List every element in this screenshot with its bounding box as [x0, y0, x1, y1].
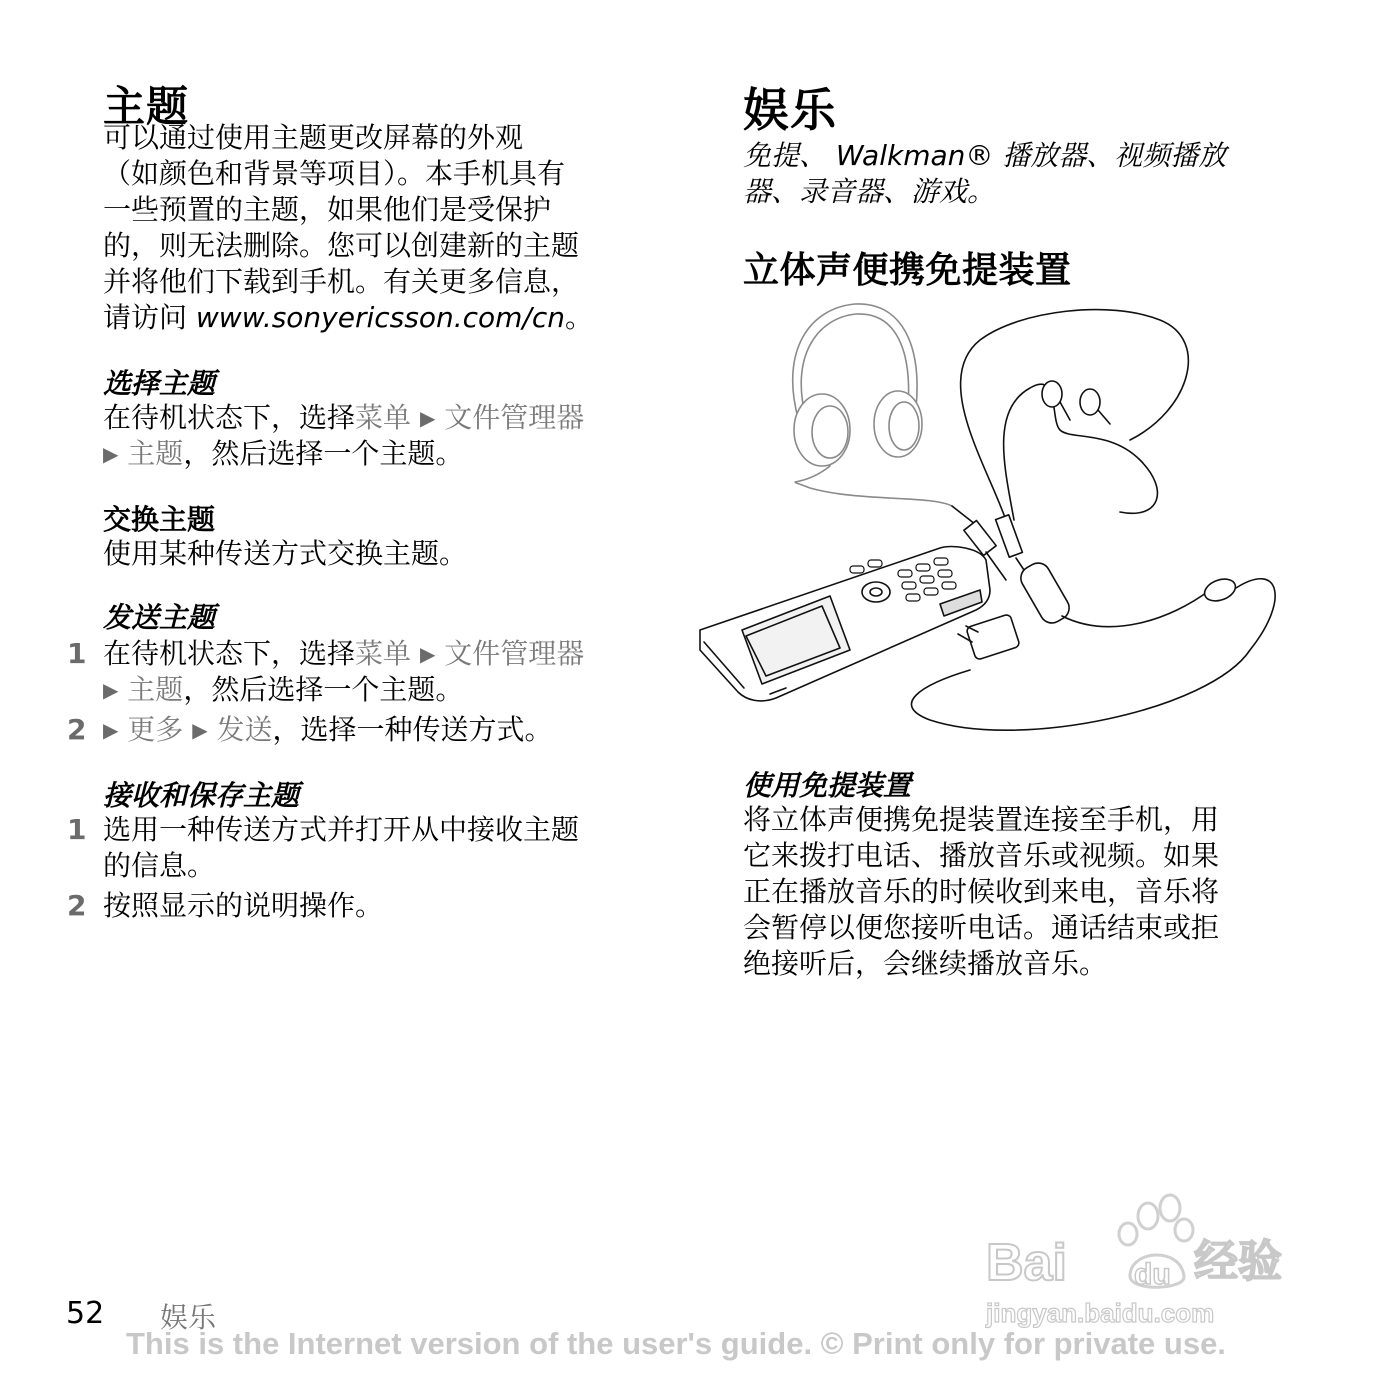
file-manager-label: 文件管理器 — [444, 637, 585, 670]
step-number: 2 — [67, 889, 87, 922]
entertainment-heading: 娱乐 — [743, 83, 837, 137]
arrow-right-icon: ▶ — [103, 678, 119, 702]
theme-label: 主题 — [127, 673, 184, 706]
arrow-right-icon: ▶ — [103, 442, 119, 466]
use-line-4: 会暂停以便您接听电话。通话结束或拒 — [743, 911, 1220, 944]
entertainment-subtitle-line-2: 器、录音器、游戏。 — [743, 175, 996, 208]
arrow-right-icon: ▶ — [419, 642, 436, 666]
theme-paragraph-line-5: 并将他们下载到手机。有关更多信息， — [103, 265, 580, 298]
sonyericsson-link[interactable]: www.sonyericsson.com/cn — [195, 301, 565, 334]
exchange-theme-heading: 交换主题 — [103, 503, 216, 536]
visit-prefix: 请访问 — [103, 301, 196, 334]
step-number: 1 — [67, 813, 87, 846]
handsfree-heading: 立体声便携免提装置 — [743, 250, 1072, 291]
theme-paragraph-line-2: （如颜色和背景等项目）。本手机具有 — [103, 157, 566, 190]
use-handsfree-heading: 使用免提装置 — [743, 769, 912, 802]
baidu-watermark — [980, 1180, 1310, 1340]
visit-suffix: 。 — [565, 301, 594, 334]
use-line-5: 绝接听后，会继续播放音乐。 — [743, 947, 1108, 980]
step-number: 2 — [67, 713, 87, 746]
use-line-1: 将立体声便携免提装置连接至手机，用 — [743, 803, 1220, 836]
svg-text:经验: 经验 — [1194, 1236, 1282, 1287]
use-line-2: 它来拨打电话、播放音乐或视频。如果 — [743, 839, 1220, 872]
select-theme-line-2: ▶ 主题，然后选择一个主题。 — [103, 437, 464, 470]
menu-label: 菜单 — [355, 637, 412, 670]
menu-label: 菜单 — [355, 401, 412, 434]
arrow-right-icon: ▶ — [419, 406, 436, 430]
internet-version-notice: This is the Internet version of the user's guide. © Print only for private use. — [126, 1326, 1226, 1361]
theme-heading: 主题 — [103, 82, 190, 131]
send-step-1-line-1: 1 在待机状态下，选择菜单 ▶ 文件管理器 — [67, 637, 585, 670]
svg-text:Bai: Bai — [986, 1234, 1067, 1292]
select-theme-heading: 选择主题 — [103, 367, 216, 400]
receive-theme-heading: 接收和保存主题 — [103, 779, 300, 812]
more-label: 更多 — [127, 713, 184, 746]
select-theme-line-1: 在待机状态下，选择菜单 ▶ 文件管理器 — [103, 401, 585, 434]
connector-plug-icon — [958, 614, 1020, 661]
send-theme-heading: 发送主题 — [103, 601, 216, 634]
send-step-1-line-2: ▶ 主题，然后选择一个主题。 — [103, 673, 464, 706]
theme-label: 主题 — [127, 437, 184, 470]
receive-step-1-line-2: 的信息。 — [103, 849, 216, 882]
page-number: 52 — [66, 1296, 105, 1331]
page-section-label: 娱乐 — [160, 1301, 217, 1334]
send-step-2: 2 ▶ 更多 ▶ 发送，选择一种传送方式。 — [67, 713, 553, 746]
file-manager-label: 文件管理器 — [444, 401, 585, 434]
svg-text:jingyan.baidu.com: jingyan.baidu.com — [986, 1298, 1215, 1328]
handsfree-illustration — [690, 290, 1290, 750]
step-number: 1 — [67, 637, 87, 670]
arrow-right-icon: ▶ — [192, 718, 208, 742]
send-label: 发送 — [216, 713, 273, 746]
earphones-icon — [961, 310, 1189, 570]
receive-step-1-line-1: 1 选用一种传送方式并打开从中接收主题 — [67, 813, 580, 846]
exchange-theme-text: 使用某种传送方式交换主题。 — [103, 537, 468, 570]
entertainment-subtitle-line-1: 免提、 Walkman® 播放器、视频播放 — [743, 139, 1227, 172]
theme-paragraph-line-3: 一些预置的主题，如果他们是受保护 — [103, 193, 552, 226]
svg-text:du: du — [1134, 1258, 1171, 1291]
theme-paragraph-line-1: 可以通过使用主题更改屏幕的外观 — [103, 121, 524, 154]
use-line-3: 正在播放音乐的时候收到来电，音乐将 — [743, 875, 1220, 908]
theme-paragraph-line-4: 的，则无法删除。您可以创建新的主题 — [103, 229, 580, 262]
theme-paragraph-line-6 — [103, 300, 593, 336]
headphones-icon — [793, 304, 952, 506]
arrow-right-icon: ▶ — [103, 718, 119, 742]
receive-step-2: 2 按照显示的说明操作。 — [67, 889, 384, 922]
